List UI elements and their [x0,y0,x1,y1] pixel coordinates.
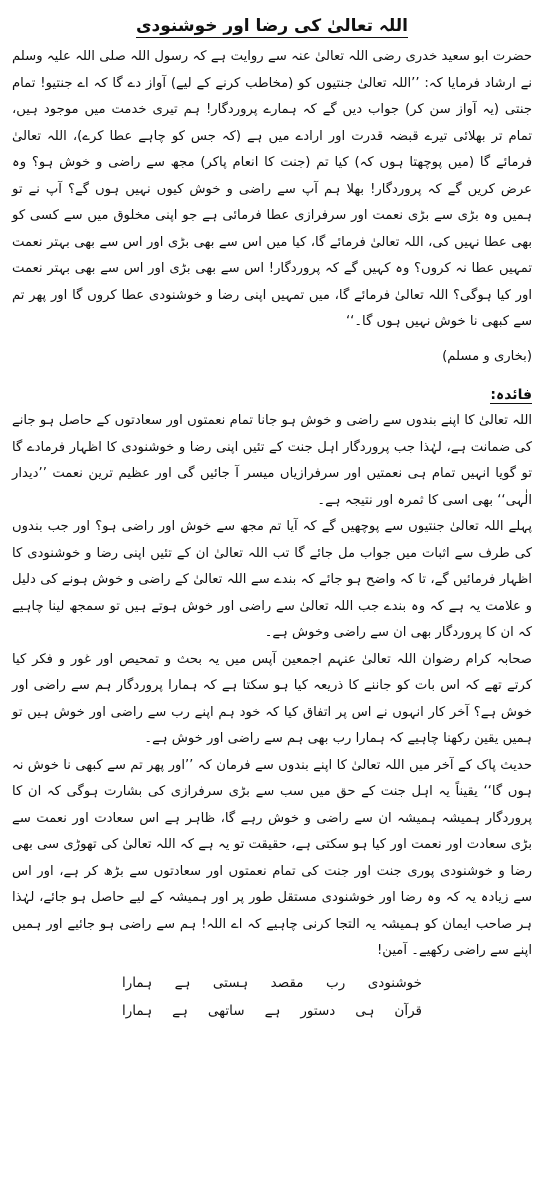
faida-paragraph: اللہ تعالیٰ کا اپنے بندوں سے راضی و خوش ہو جانا تمام نعمتوں اور سعادتوں کے حاصل ہو جانے کی ضمانت ہے، لہٰذا جب پروردگار اہل جنت کے تئیں اپنی رضا و خوشنودی کا اظہار فرمادے گا تو گویا انہیں تمام ہی نعمتیں اور سرفرازیاں میسر آ جائیں گی اور عظیم ترین نعمت ’’دیدار الٰہی‘‘ بھی اسی کا ثمرہ اور نتیجہ ہے۔ [12,413,532,508]
faida-paragraph: صحابہ کرام رضوان اللہ تعالیٰ عنہم اجمعین آپس میں یہ بحث و تمحیص اور غور و فکر کیا کرتے تھے کہ اس بات کو جاننے کا ذریعہ کیا ہو سکتا ہے کہ ہمارا پروردگار ہم سے راضی اور خوش ہے؟ آخر کار انہوں نے اس پر اتفاق کیا کہ خود ہم اپنے رب سے راضی اور خوش ہیں تو ہمیں یقین رکھنا چاہیے کہ ہمارا رب بھی ہم سے راضی اور خوش ہے۔ [12,651,532,746]
verse-word: رب [326,974,346,991]
verse-word: مقصد [270,974,304,991]
verse-word: خوشنودی [367,974,422,991]
verse-word: ہے [264,1002,281,1019]
verse-word: ہمارا [122,1002,153,1019]
hadith-source: (بخاری و مسلم) [442,348,532,364]
page-title [12,14,532,38]
verse-word: ساتھی [207,1002,245,1019]
verse-word: ہے [172,1002,188,1019]
verse-word: قرآن [394,1002,422,1019]
faida-heading-text: فائدہ: [490,387,532,403]
verse-word: دستور [300,1002,336,1019]
verse-word: ہمارا [122,974,153,991]
closing-verse [12,969,532,1025]
verse-word: ہستی [212,974,249,991]
verse-word: ہے [174,974,191,991]
faida-paragraph: حدیث پاک کے آخر میں اللہ تعالیٰ کا اپنے بندوں سے فرمان کہ ’’اور پھر تم سے کبھی نا خوش نہ ہوں گا‘‘ یقیناً یہ اہل جنت کے حق میں سب سے بڑی سرفرازی کی بشارت ہوگی کہ ان کا پروردگار ہمیشہ ہمیشہ ان سے راضی و خوش رہے گا، ظاہر ہے اس سعادت اور نعمت سے بڑی سعادت اور نعمت اور کیا ہو سکتی ہے، حقیقت تو یہ ہے کہ اللہ تعالیٰ کی تھوڑی سی بھی رضا و خوشنودی پوری جنت اور جنت کی تمام نعمتوں اور سعادتوں سے بڑھ کر ہے، اور اس سے زیادہ یہ کہ وہ رضا اور خوشنودی مستقل طور پر اور ہمیشہ کے لیے حاصل ہو جائے، لہٰذا ہر صاحب ایمان کو ہمیشہ یہ التجا کرنی چاہیے کہ اے اللہ! ہم سے راضی ہو جائیے اور ہمیں اپنے سے راضی رکھیے۔ آمین! [12,757,532,958]
hadith-text: حضرت ابو سعید خدری رضی اللہ تعالیٰ عنہ سے روایت ہے کہ رسول اللہ صلی اللہ علیہ وسلم نے ارشاد فرمایا کہ: ’’اللہ تعالیٰ جنتیوں کو (مخاطب کرنے کے لیے) آواز دے گا کہ اے جنتیو! تمام جنتی (یہ آواز سن کر) جواب دیں گے کہ ہمارے پروردگار! ہم تیری خدمت میں موجود ہیں، تمام تر بھلائی تیرے قبضہ قدرت اور ارادے میں ہے (کہ جس کو چاہے عطا کرے)، اللہ تعالیٰ فرمائے گا (میں پوچھتا ہوں کہ) کیا تم (جنت کا انعام پاکر) مجھ سے راضی و خوش ہو؟ وہ عرض کریں گے کہ پروردگار! بھلا ہم آپ سے راضی و خوش کیوں نہیں ہوں گے؟ آپ نے تو ہمیں وہ بڑی سے بڑی نعمت اور سرفرازی عطا فرمائی ہے جو اپنی مخلوق میں سے کسی کو بھی عطا نہیں کی، اللہ تعالیٰ فرمائے گا، کیا میں اس سے بھی بڑی اور اس سے بھی بہتر نعمت تمہیں عطا نہ کروں؟ وہ کہیں گے کہ پروردگار! اس سے بھی بڑی اور اس سے بھی بہتر نعمت اور کیا ہوگی؟ اللہ تعالیٰ فرمائے گا، میں تمہیں اپنی رضا و خوشنودی عطا کروں گا اور پھر تم سے کبھی نا خوش نہیں ہوں گا۔‘‘ [12,49,532,329]
faida-heading [12,382,532,408]
verse-word: ہی [355,1002,375,1019]
page-title-text: اللہ تعالیٰ کی رضا اور خوشنودی [135,16,409,36]
verse-line-2 [122,997,422,1025]
verse-line-1 [122,969,422,997]
faida-paragraph: پہلے اللہ تعالیٰ جنتیوں سے پوچھیں گے کہ آیا تم مجھ سے خوش اور راضی ہو؟ اور جب بندوں کی طرف سے اثبات میں جواب مل جائے گا تب اللہ تعالیٰ ان کے تئیں اپنی رضا و خوشنودی کا اظہار فرمائیں گے، تا کہ واضح ہو جائے کہ بندے سے اللہ تعالیٰ کے راضی و خوش ہونے کی دلیل و علامت یہ ہے کہ وہ بندے جب اللہ تعالیٰ سے راضی اور خوش ہوتے ہیں تو سمجھ لینا چاہیے کہ ان کا پروردگار بھی ان سے راضی وخوش ہے۔ [12,519,532,640]
